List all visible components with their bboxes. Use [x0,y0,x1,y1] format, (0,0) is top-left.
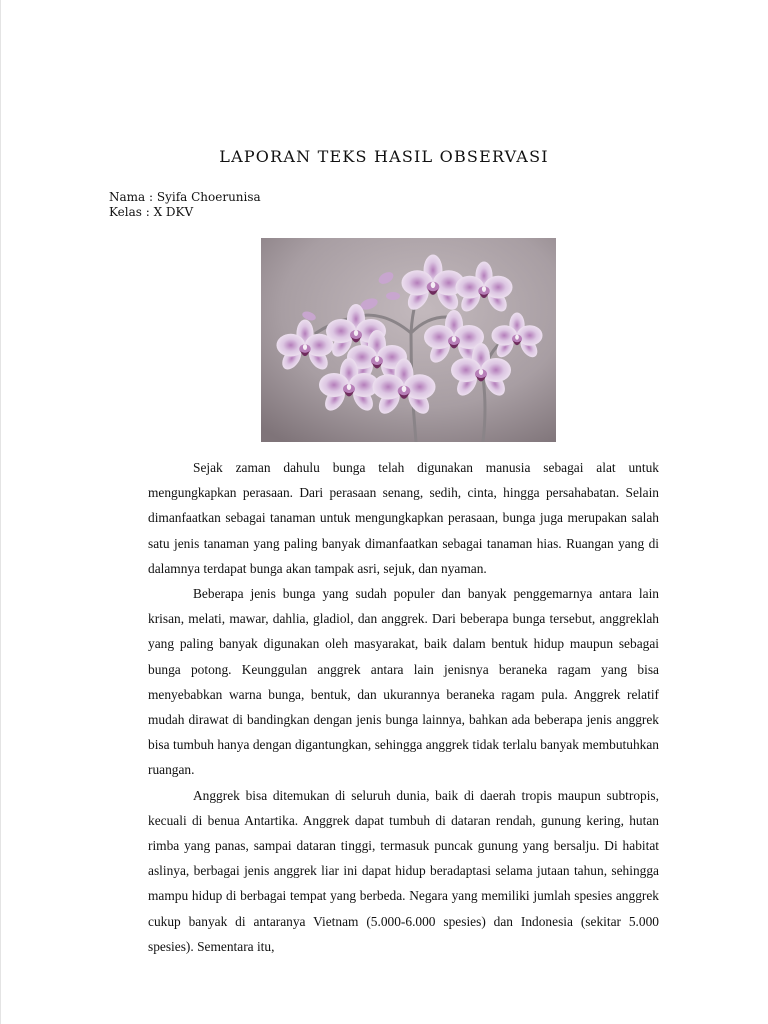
author-info [109,190,261,220]
paragraph-1: Sejak zaman dahulu bunga telah digunakan manusia sebagai alat untuk mengungkapkan perasaan. Dari perasaan senang, sedih, cinta, hingga persahabatan. Selain dimanfaatkan sebagai tanaman untuk mengungkapkan perasaan, bunga juga merupakan salah satu jenis tanaman yang paling banyak dimanfaatkan sebagai tanaman hias. Ruangan yang di dalamnya terdapat bunga akan tampak asri, sejuk, dan nyaman. [148,460,659,576]
body-text [148,455,659,959]
author-class: Kelas : X DKV [109,205,194,219]
orchid-photo [261,238,556,442]
paragraph-3: Anggrek bisa ditemukan di seluruh dunia, baik di daerah tropis maupun subtropis, kecuali di benua Antartika. Anggrek dapat tumbuh di dataran rendah, gunung kering, hutan rimba yang panas, sampai dataran tinggi, termasuk puncak gunung yang bersalju. Di habitat aslinya, berbagai jenis anggrek liar ini dapat hidup beradaptasi selama jutaan tahun, sehingga mampu hidup di berbagai tempat yang berbeda. Negara yang memiliki jumlah spesies anggrek cukup banyak di antaranya Vietnam (5.000-6.000 spesies) dan Indonesia (sekitar 5.000 spesies). Sementara itu, [148,787,659,954]
document-title: LAPORAN TEKS HASIL OBSERVASI [219,147,549,166]
paragraph-2: Beberapa jenis bunga yang sudah populer dan banyak penggemarnya antara lain krisan, melati, mawar, dahlia, gladiol, dan anggrek. Dari beberapa bunga tersebut, anggreklah yang paling banyak digunakan oleh masyarakat, baik dalam bentuk hidup maupun sebagai bunga potong. Keunggulan anggrek antara lain jenisnya beraneka ragam yang bisa menyebabkan warna bunga, bentuk, dan ukurannya beraneka ragam pula. Anggrek relatif mudah dirawat di bandingkan dengan jenis bunga lainnya, bahkan ada beberapa jenis anggrek bisa tumbuh hanya dengan digantungkan, sehingga anggrek tidak terlalu banyak membutuhkan ruangan. [148,586,659,778]
author-name: Nama : Syifa Choerunisa [109,190,261,204]
